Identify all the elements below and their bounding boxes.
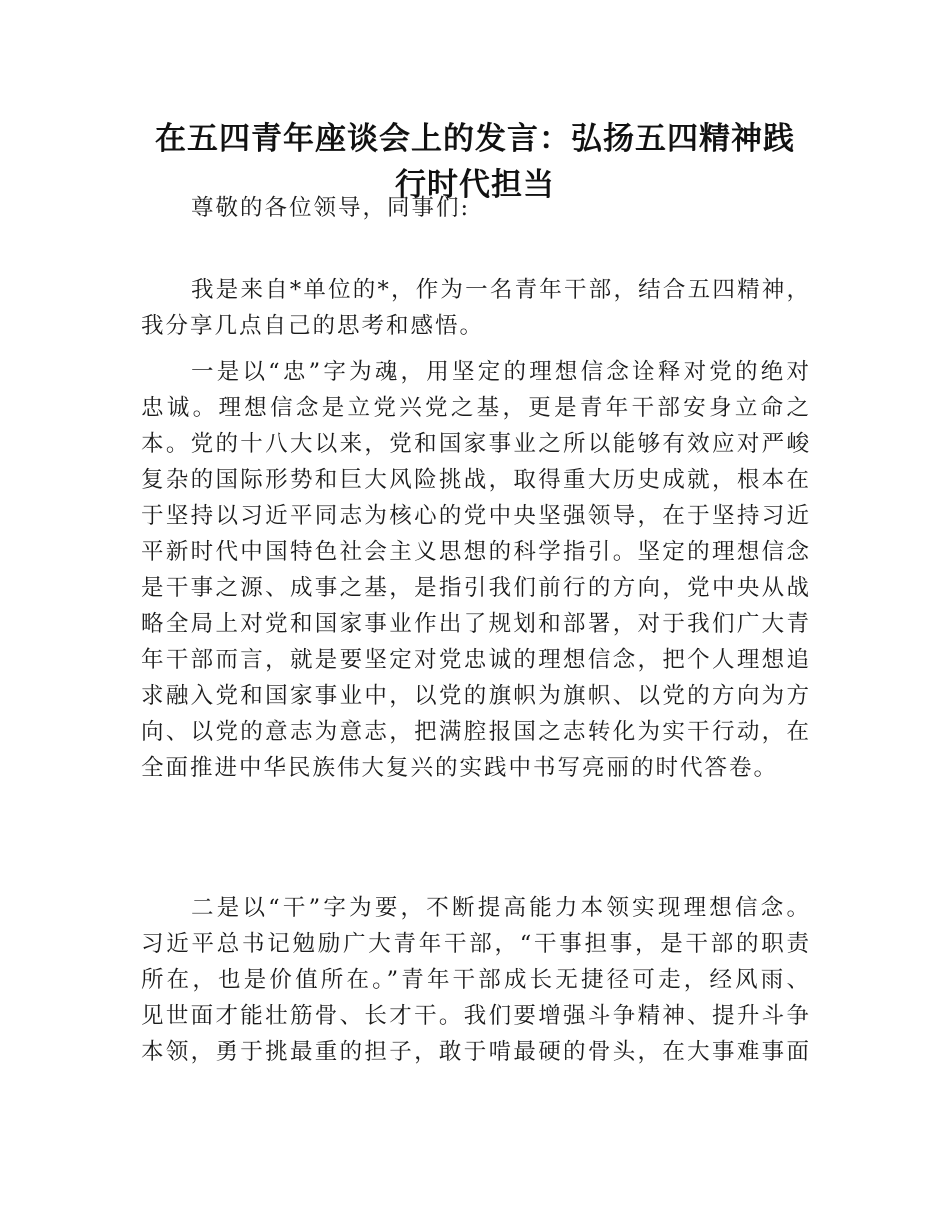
- paragraph-line: 本。党的十八大以来，党和国家事业之所以能够有效应对严峻: [141, 431, 811, 457]
- paragraph-line: 于坚持以习近平同志为核心的党中央坚强领导，在于坚持习近: [141, 503, 811, 529]
- paragraph-line: 习近平总书记勉励广大青年干部，“干事担事，是干部的职责: [141, 931, 811, 957]
- paragraph-line: 求融入党和国家事业中，以党的旗帜为旗帜、以党的方向为方: [141, 683, 811, 709]
- paragraph-line: 平新时代中国特色社会主义思想的科学指引。坚定的理想信念: [141, 539, 811, 565]
- paragraph-one: [141, 354, 811, 786]
- paragraph-line: 二是以“干”字为要，不断提高能力本领实现理想信念。: [191, 895, 811, 921]
- paragraph-two: [141, 890, 811, 1070]
- paragraph-line: 见世面才能壮筋骨、长才干。我们要增强斗争精神、提升斗争: [141, 1003, 811, 1029]
- intro-line: 我是来自*单位的*，作为一名青年干部，结合五四精神，: [191, 277, 811, 303]
- title-line-1: 在五四青年座谈会上的发言：弘扬五四精神践: [155, 121, 795, 157]
- paragraph-line: 本领，勇于挑最重的担子，敢于啃最硬的骨头，在大事难事面: [141, 1039, 811, 1065]
- paragraph-line: 所在，也是价值所在。”青年干部成长无捷径可走，经风雨、: [141, 967, 811, 993]
- intro-line: 我分享几点自己的思考和感悟。: [141, 313, 485, 339]
- paragraph-line: 复杂的国际形势和巨大风险挑战，取得重大历史成就，根本在: [141, 467, 811, 493]
- title-line-2: 行时代担当: [395, 167, 555, 203]
- greeting-paragraph: [141, 190, 811, 226]
- greeting-text: 尊敬的各位领导，同事们:: [191, 195, 471, 221]
- paragraph-line: 略全局上对党和国家事业作出了规划和部署，对于我们广大青: [141, 611, 811, 637]
- paragraph-line: 一是以“忠”字为魂，用坚定的理想信念诠释对党的绝对: [191, 359, 811, 385]
- paragraph-line: 年干部而言，就是要坚定对党忠诚的理想信念，把个人理想追: [141, 647, 811, 673]
- paragraph-line: 全面推进中华民族伟大复兴的实践中书写亮丽的时代答卷。: [141, 755, 779, 781]
- paragraph-line: 忠诚。理想信念是立党兴党之基，更是青年干部安身立命之: [141, 395, 811, 421]
- intro-paragraph: [141, 272, 811, 344]
- paragraph-line: 是干事之源、成事之基，是指引我们前行的方向，党中央从战: [141, 575, 811, 601]
- paragraph-line: 向、以党的意志为意志，把满腔报国之志转化为实干行动，在: [141, 719, 811, 745]
